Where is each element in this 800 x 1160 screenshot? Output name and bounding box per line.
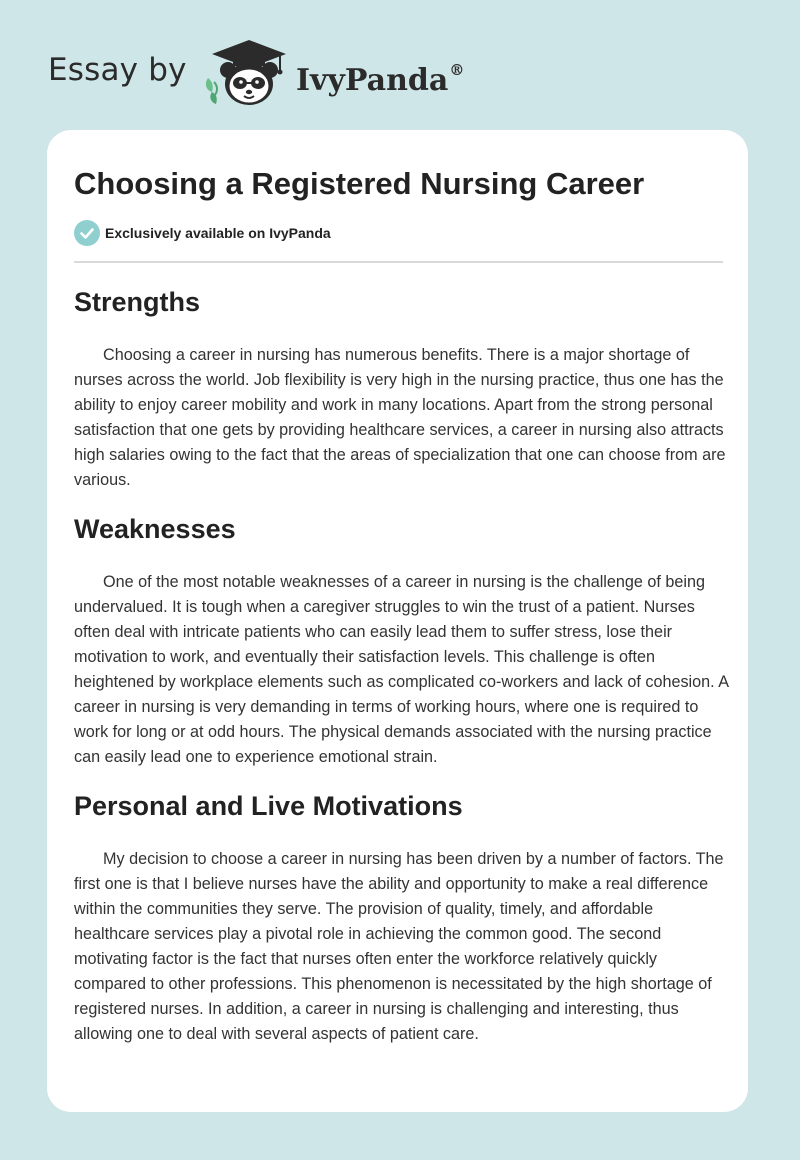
brand-name-text: IvyPanda — [296, 63, 449, 98]
section-heading-weaknesses: Weaknesses — [74, 514, 236, 544]
section-heading-motivations: Personal and Live Motivations — [74, 791, 463, 821]
site-header — [0, 0, 800, 128]
essay-card — [47, 130, 748, 1112]
panda-graduate-icon — [200, 38, 292, 108]
section-heading-strengths: Strengths — [74, 287, 201, 317]
check-circle-icon — [74, 220, 100, 246]
brand-name — [296, 54, 464, 101]
section-body-weaknesses: One of the most notable weaknesses of a career in nursing is the challenge of being undervalued. It is tough when a caregiver struggles to win the trust of a patient. Nurses often deal with intricate patients who can easily lead them to suffer stress, lose their motivation to work, and eventually their satisfaction levels. This challenge is often heightened by workplace elements such as complicated co-workers and lack of cohesion. A career in nursing is very demanding in terms of working hours, where one is required to work for long or at odd hours. The physical demands associated with the nursing practice can easily lead one to experience emotional strain. — [74, 573, 729, 766]
section-body-strengths: Choosing a career in nursing has numerous benefits. There is a major shortage of nurses across the world. Job flexibility is very high in the nursing practice, thus one has the ability to enjoy career mobility and work in many locations. Apart from the strong personal satisfaction that one gets by providing healthcare services, a career in nursing also attracts high salaries owing to the fact that the areas of specialization that one can choose from are various. — [74, 346, 726, 489]
page-title: Choosing a Registered Nursing Career — [74, 166, 645, 201]
registered-mark: ® — [449, 61, 465, 79]
section-body-motivations: My decision to choose a career in nursing has been driven by a number of factors. The first one is that I believe nurses have the ability and opportunity to make a real difference within the communities they serve. The provision of quality, timely, and affordable healthcare services play a pivotal role in achieving the common good. The second motivating factor is the fact that nurses often enter the workforce relatively quickly compared to other professions. This phenomenon is necessitated by the high shortage of registered nurses. In addition, a career in nursing is challenging and interesting, thus allowing one to deal with several aspects of patient care. — [74, 850, 724, 1043]
exclusive-badge-text: Exclusively available on IvyPanda — [105, 225, 331, 241]
title-divider — [74, 261, 723, 263]
exclusive-badge — [74, 220, 331, 246]
essay-by-label: Essay by — [48, 52, 187, 88]
